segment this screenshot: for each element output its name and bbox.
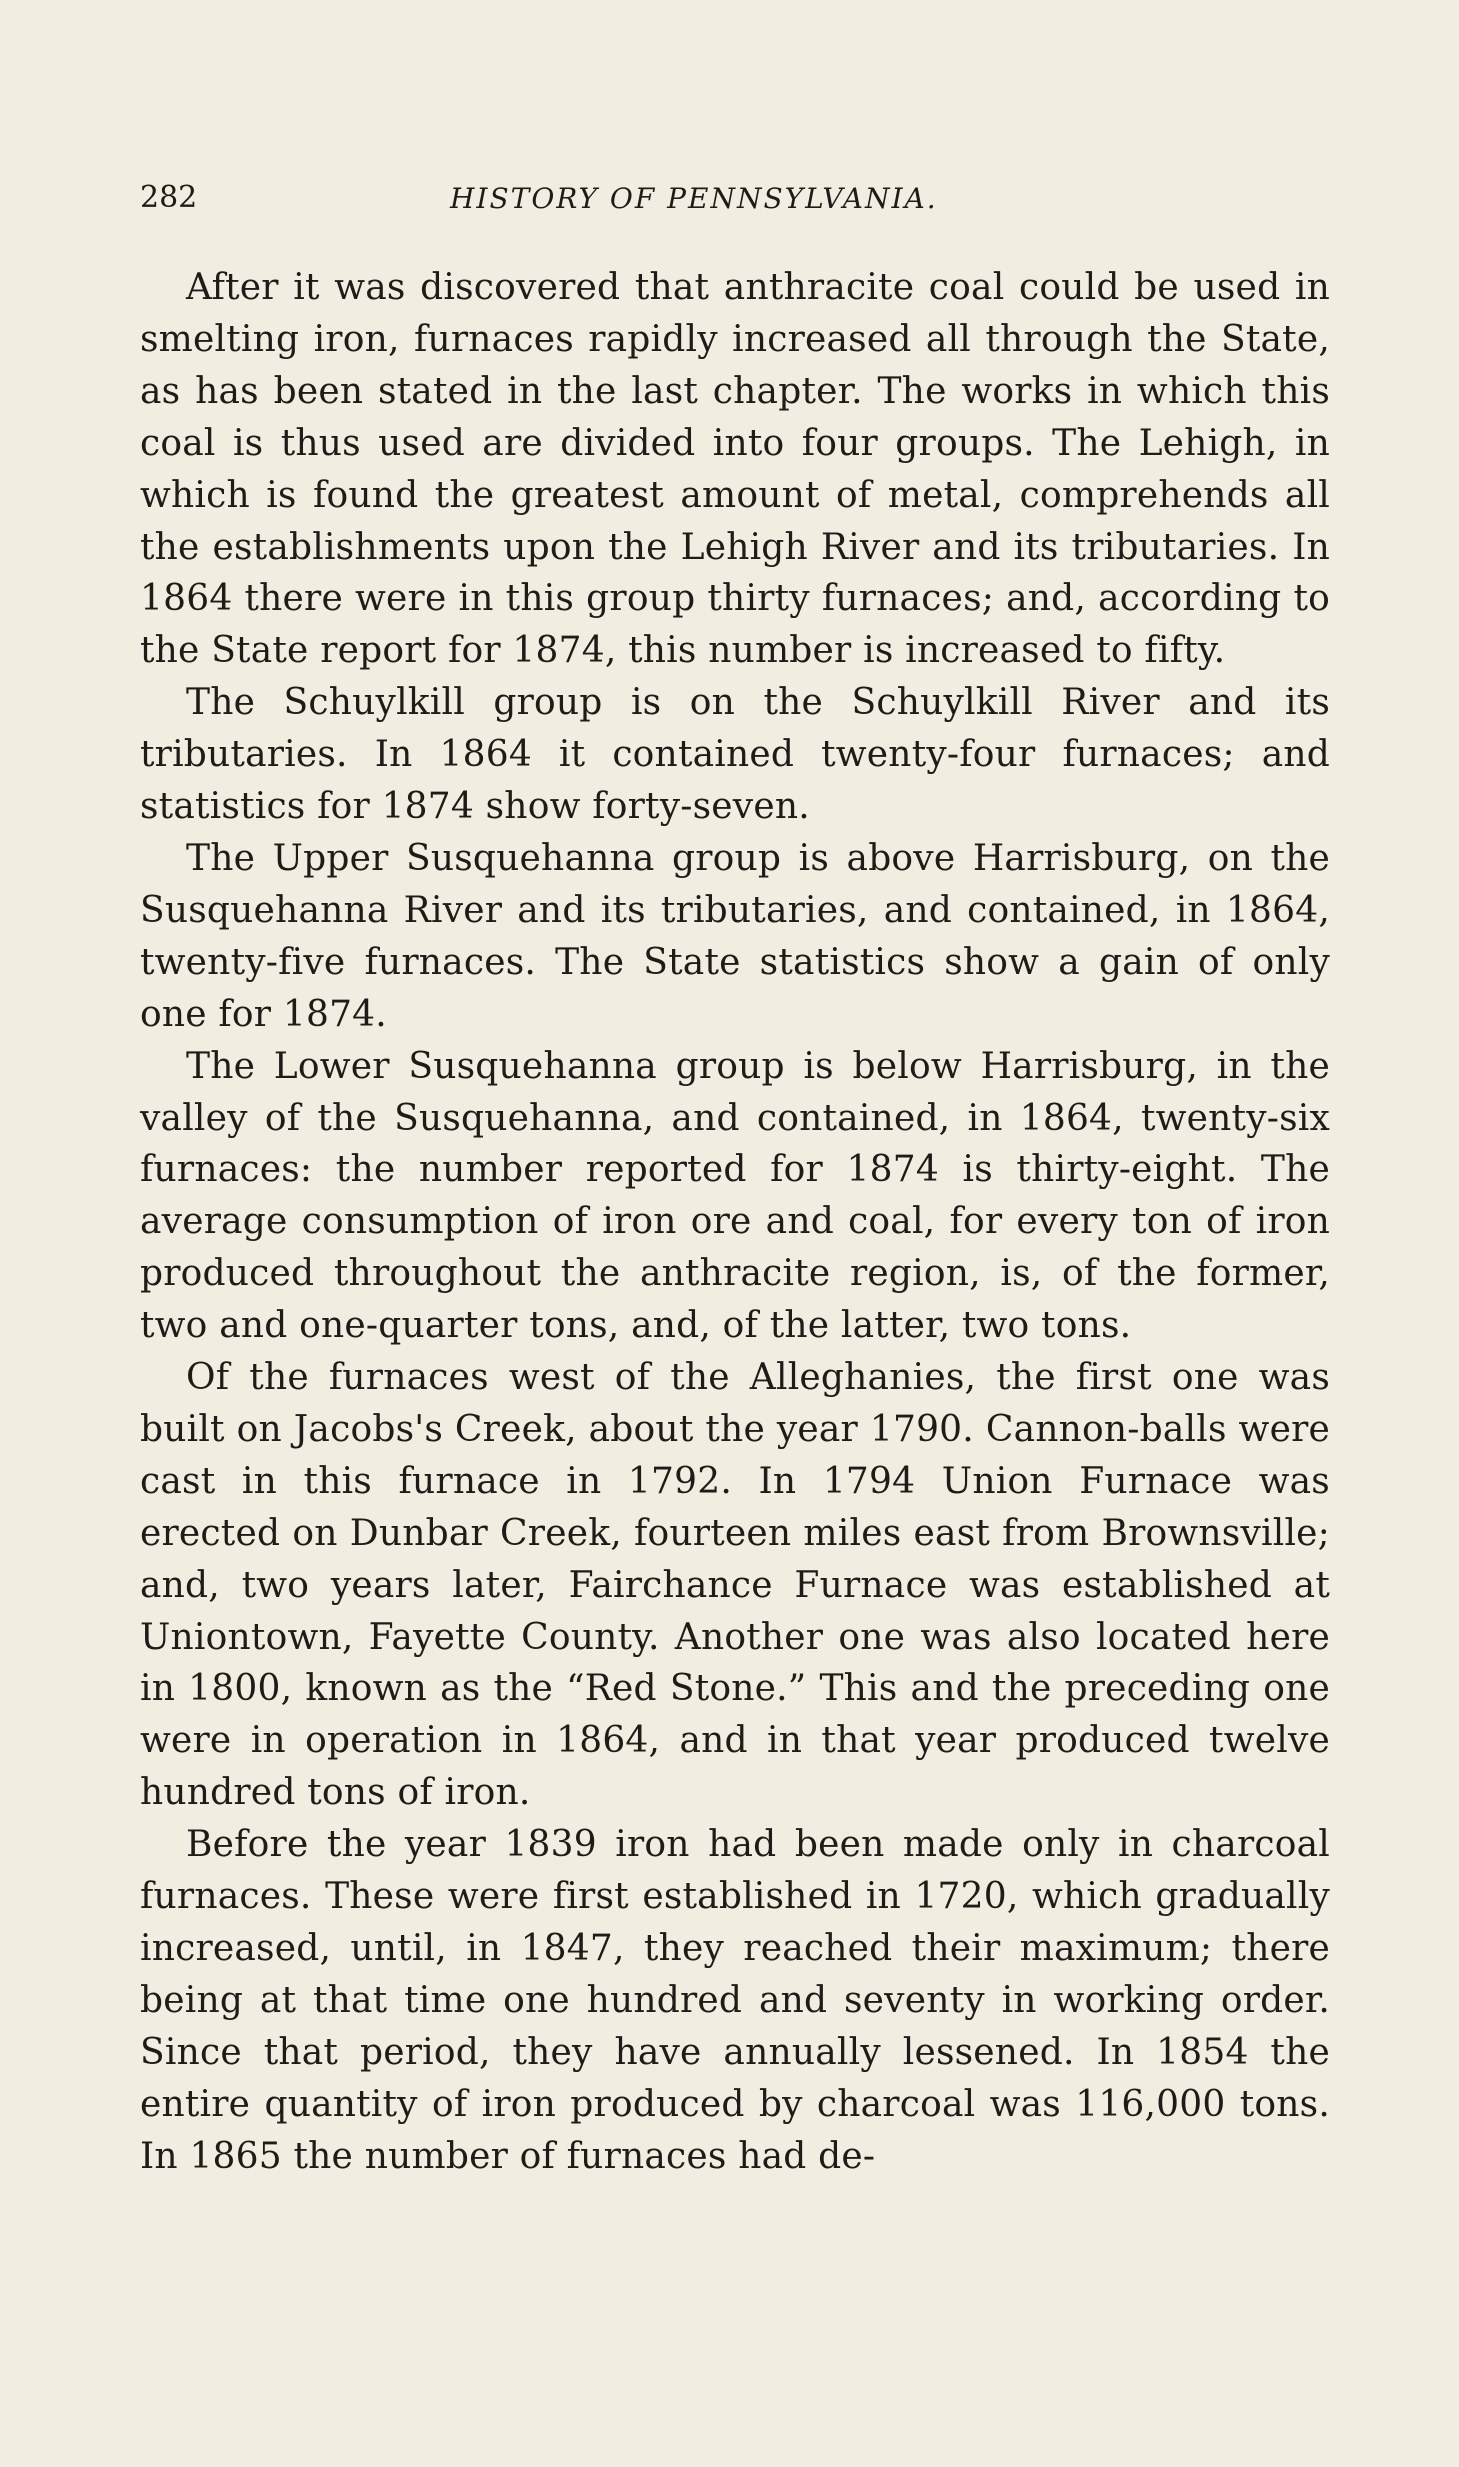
page-number: 282 — [140, 180, 198, 215]
paragraph: The Schuylkill group is on the Schuylkill River and its tributaries. In 1864 it contained twenty-four furnaces; and statistics for 1874 show forty-seven. — [140, 682, 1330, 828]
paragraph: The Upper Susquehanna group is above Harrisburg, on the Susquehanna River and its tributaries, and contained, in 1864, twenty-five furnaces. The State statistics show a gain of only one for 1874. — [140, 837, 1330, 1035]
paragraph: Before the year 1839 iron had been made only in charcoal furnaces. These were first established in 1720, which gradually increased, until, in 1847, they reached their maximum; there being at that time one hundred and seventy in working order. Since that period, they have annually lessened. In 1854 the entire quantity of iron produced by charcoal was 116,000 tons. In 1865 the number of furnaces had de- — [140, 1824, 1330, 2177]
body-text — [140, 262, 1330, 2183]
paragraph: The Lower Susquehanna group is below Harrisburg, in the valley of the Susquehanna, and contained, in 1864, twenty-six furnaces: the number reported for 1874 is thirty-eight. The average consumption of iron ore and coal, for every ton of iron produced throughout the anthracite region, is, of the former, two and one-quarter tons, and, of the latter, two tons. — [140, 1045, 1330, 1347]
paragraph: After it was discovered that anthracite coal could be used in smelting iron, furnaces rapidly increased all through the State, as has been stated in the last chapter. The works in which this coal is thus used are divided into four groups. The Lehigh, in which is found the greatest amount of metal, comprehends all the establishments upon the Lehigh River and its tributaries. In 1864 there were in this group thirty furnaces; and, according to the State report for 1874, this number is increased to fifty. — [140, 267, 1330, 672]
running-title: HISTORY OF PENNSYLVANIA. — [450, 182, 938, 215]
running-head — [140, 180, 1330, 240]
book-page — [140, 180, 1330, 2400]
paragraph: Of the furnaces west of the Alleghanies, the first one was built on Jacobs's Creek, about the year 1790. Cannon-balls were cast in this furnace in 1792. In 1794 Union Furnace was erected on Dunbar Creek, fourteen miles east from Brownsville; and, two years later, Fairchance Furnace was established at Uniontown, Fayette County. Another one was also located here in 1800, known as the “Red Stone.” This and the preceding one were in operation in 1864, and in that year produced twelve hundred tons of iron. — [140, 1357, 1330, 1814]
